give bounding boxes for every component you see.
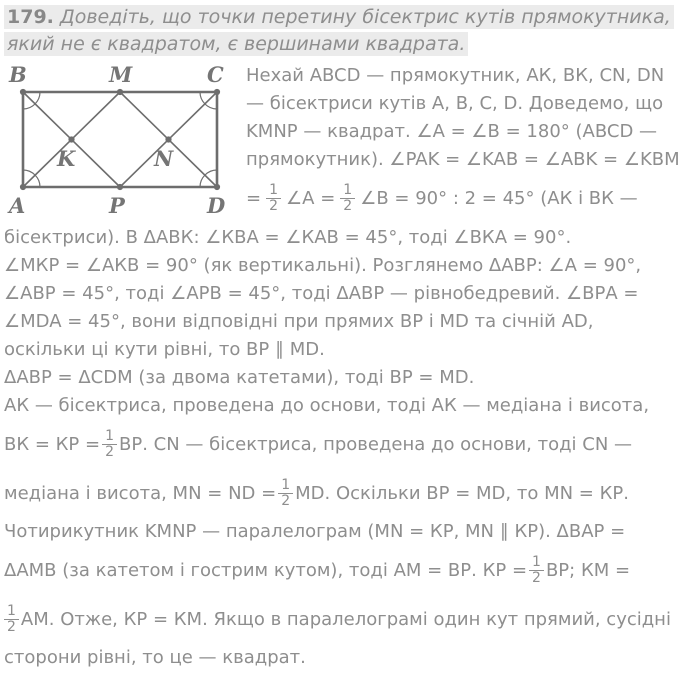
solution-text: ∠B = 90° : 2 = 45° (АК і ВК —	[360, 187, 638, 209]
solution-line	[246, 118, 680, 146]
fraction-one-half: $\frac{1}{2}$	[4, 604, 19, 635]
angle-arc-D1	[205, 170, 217, 175]
solution-column-text	[246, 62, 680, 224]
solution-line-with-fractions	[4, 595, 695, 644]
solution-text: ВК = КР =	[4, 433, 101, 455]
fraction-one-half: $\frac{1}{2}$	[266, 183, 281, 214]
solution-text: сторони рівні, то це — квадрат.	[4, 647, 306, 668]
solution-text: бісектриси). В ΔАВК: ∠КВА = ∠КАВ = 45°, тоді ∠ВКА = 90°.	[4, 227, 572, 248]
solution-text: АМ. Отже, КР = КМ. Якщо в паралелограмі один кут прямий, сусідні	[20, 608, 671, 630]
solution-line	[4, 392, 695, 420]
solution-line	[246, 62, 680, 90]
vertex-label-P: P	[109, 193, 125, 218]
solution-text: ВР. CN — бісектриса, проведена до основи, тоді CN —	[119, 433, 633, 455]
rectangle-ABCD	[23, 92, 217, 187]
solution-text: ΔАВР = ΔCDM (за двома катетами), тоді ВР = MD.	[4, 367, 475, 388]
solution-text: Чотирикутник KMNP — паралелограм (MN = КР, MN ∥ КР). ΔВАР =	[4, 521, 626, 542]
solution-text: АК — бісектриса, проведена до основи, тоді АК — медіана і висота,	[4, 395, 650, 416]
solution-text: ΔАМВ (за катетом і гострим кутом), тоді АМ = ВР. КР =	[4, 559, 528, 581]
fraction-one-half: $\frac{1}{2}$	[278, 478, 293, 509]
angle-arc-D2	[200, 175, 205, 187]
rectangle-bisectors-figure	[4, 62, 242, 220]
solution-line-with-fractions	[246, 174, 680, 223]
solution-line	[4, 308, 695, 336]
problem-title-line2	[4, 31, 695, 58]
problem-statement-line1: Доведіть, що точки перетину бісектрис кутів прямокутника,	[59, 6, 671, 28]
angle-arc-B2	[35, 92, 40, 104]
solution-text: — бісектриси кутів А, В, С, D. Доведемо, що	[246, 93, 664, 114]
vertex-label-C: C	[207, 62, 224, 87]
angle-arc-A1	[23, 170, 35, 175]
solution-line-with-fractions	[4, 469, 695, 518]
vertex-label-M: M	[109, 62, 133, 87]
angle-arc-B1	[23, 104, 35, 109]
problem-title-line1	[4, 4, 695, 31]
solution-text: MD. Оскільки ВР = MD, то MN = КР.	[295, 482, 629, 504]
solution-line	[4, 336, 695, 364]
solution-line	[4, 280, 695, 308]
solution-line-with-fractions	[4, 420, 695, 469]
fraction-one-half: $\frac{1}{2}$	[529, 555, 544, 586]
problem-number: 179.	[7, 6, 54, 28]
solution-text: =	[246, 187, 262, 209]
solution-text: медіана і висота, MN = ND =	[4, 482, 277, 504]
solution-line	[4, 364, 695, 392]
vertex-label-A: A	[9, 193, 26, 218]
solution-text: оскільки ці кути рівні, то ВР ∥ MD.	[4, 339, 325, 360]
solution-line	[4, 518, 695, 546]
angle-arcs	[23, 92, 217, 187]
solution-text: ∠АВР = 45°, тоді ∠АРВ = 45°, тоді ΔАВР — рівнобедревий. ∠ВРА =	[4, 283, 639, 304]
solution-text: ВР; КМ =	[545, 559, 631, 581]
vertex-label-N: N	[154, 146, 174, 171]
solution-line-with-fractions	[4, 546, 695, 595]
solution-text: ∠MDA = 45°, вони відповідні при прямих ВР і MD та січній AD,	[4, 311, 594, 332]
vertex-dots	[20, 89, 220, 190]
angle-arc-A2	[35, 175, 40, 187]
problem-title	[4, 4, 695, 58]
fraction-one-half: $\frac{1}{2}$	[102, 429, 117, 460]
solution-line	[246, 146, 680, 174]
vertex-label-D: D	[207, 193, 226, 218]
solution-body	[4, 224, 695, 672]
solution-text: прямокутник). ∠PAK = ∠KAB = ∠ABK = ∠KBM	[246, 149, 680, 170]
vertex-label-B: B	[9, 62, 27, 87]
fraction-one-half: $\frac{1}{2}$	[340, 183, 355, 214]
solution-line	[4, 224, 695, 252]
solution-text: ∠МКР = ∠АКВ = 90° (як вертикальні). Розглянемо ΔАВР: ∠А = 90°,	[4, 255, 642, 276]
vertex-label-K: K	[57, 146, 76, 171]
angle-arc-C2	[205, 104, 217, 109]
angle-arc-C1	[200, 92, 205, 104]
solution-line	[4, 252, 695, 280]
solution-line	[4, 644, 695, 672]
problem-statement-line2: який не є квадратом, є вершинами квадрата.	[7, 33, 466, 55]
geometry-diagram	[4, 62, 242, 224]
solution-text: KMNP — квадрат. ∠A = ∠B = 180° (ABCD —	[246, 121, 658, 142]
solution-text: Нехай ABCD — прямокутник, АК, ВК, CN, DN	[246, 65, 665, 86]
diagram-and-text-row	[4, 62, 695, 224]
solution-line	[246, 90, 680, 118]
solution-text: ∠A =	[286, 187, 336, 209]
